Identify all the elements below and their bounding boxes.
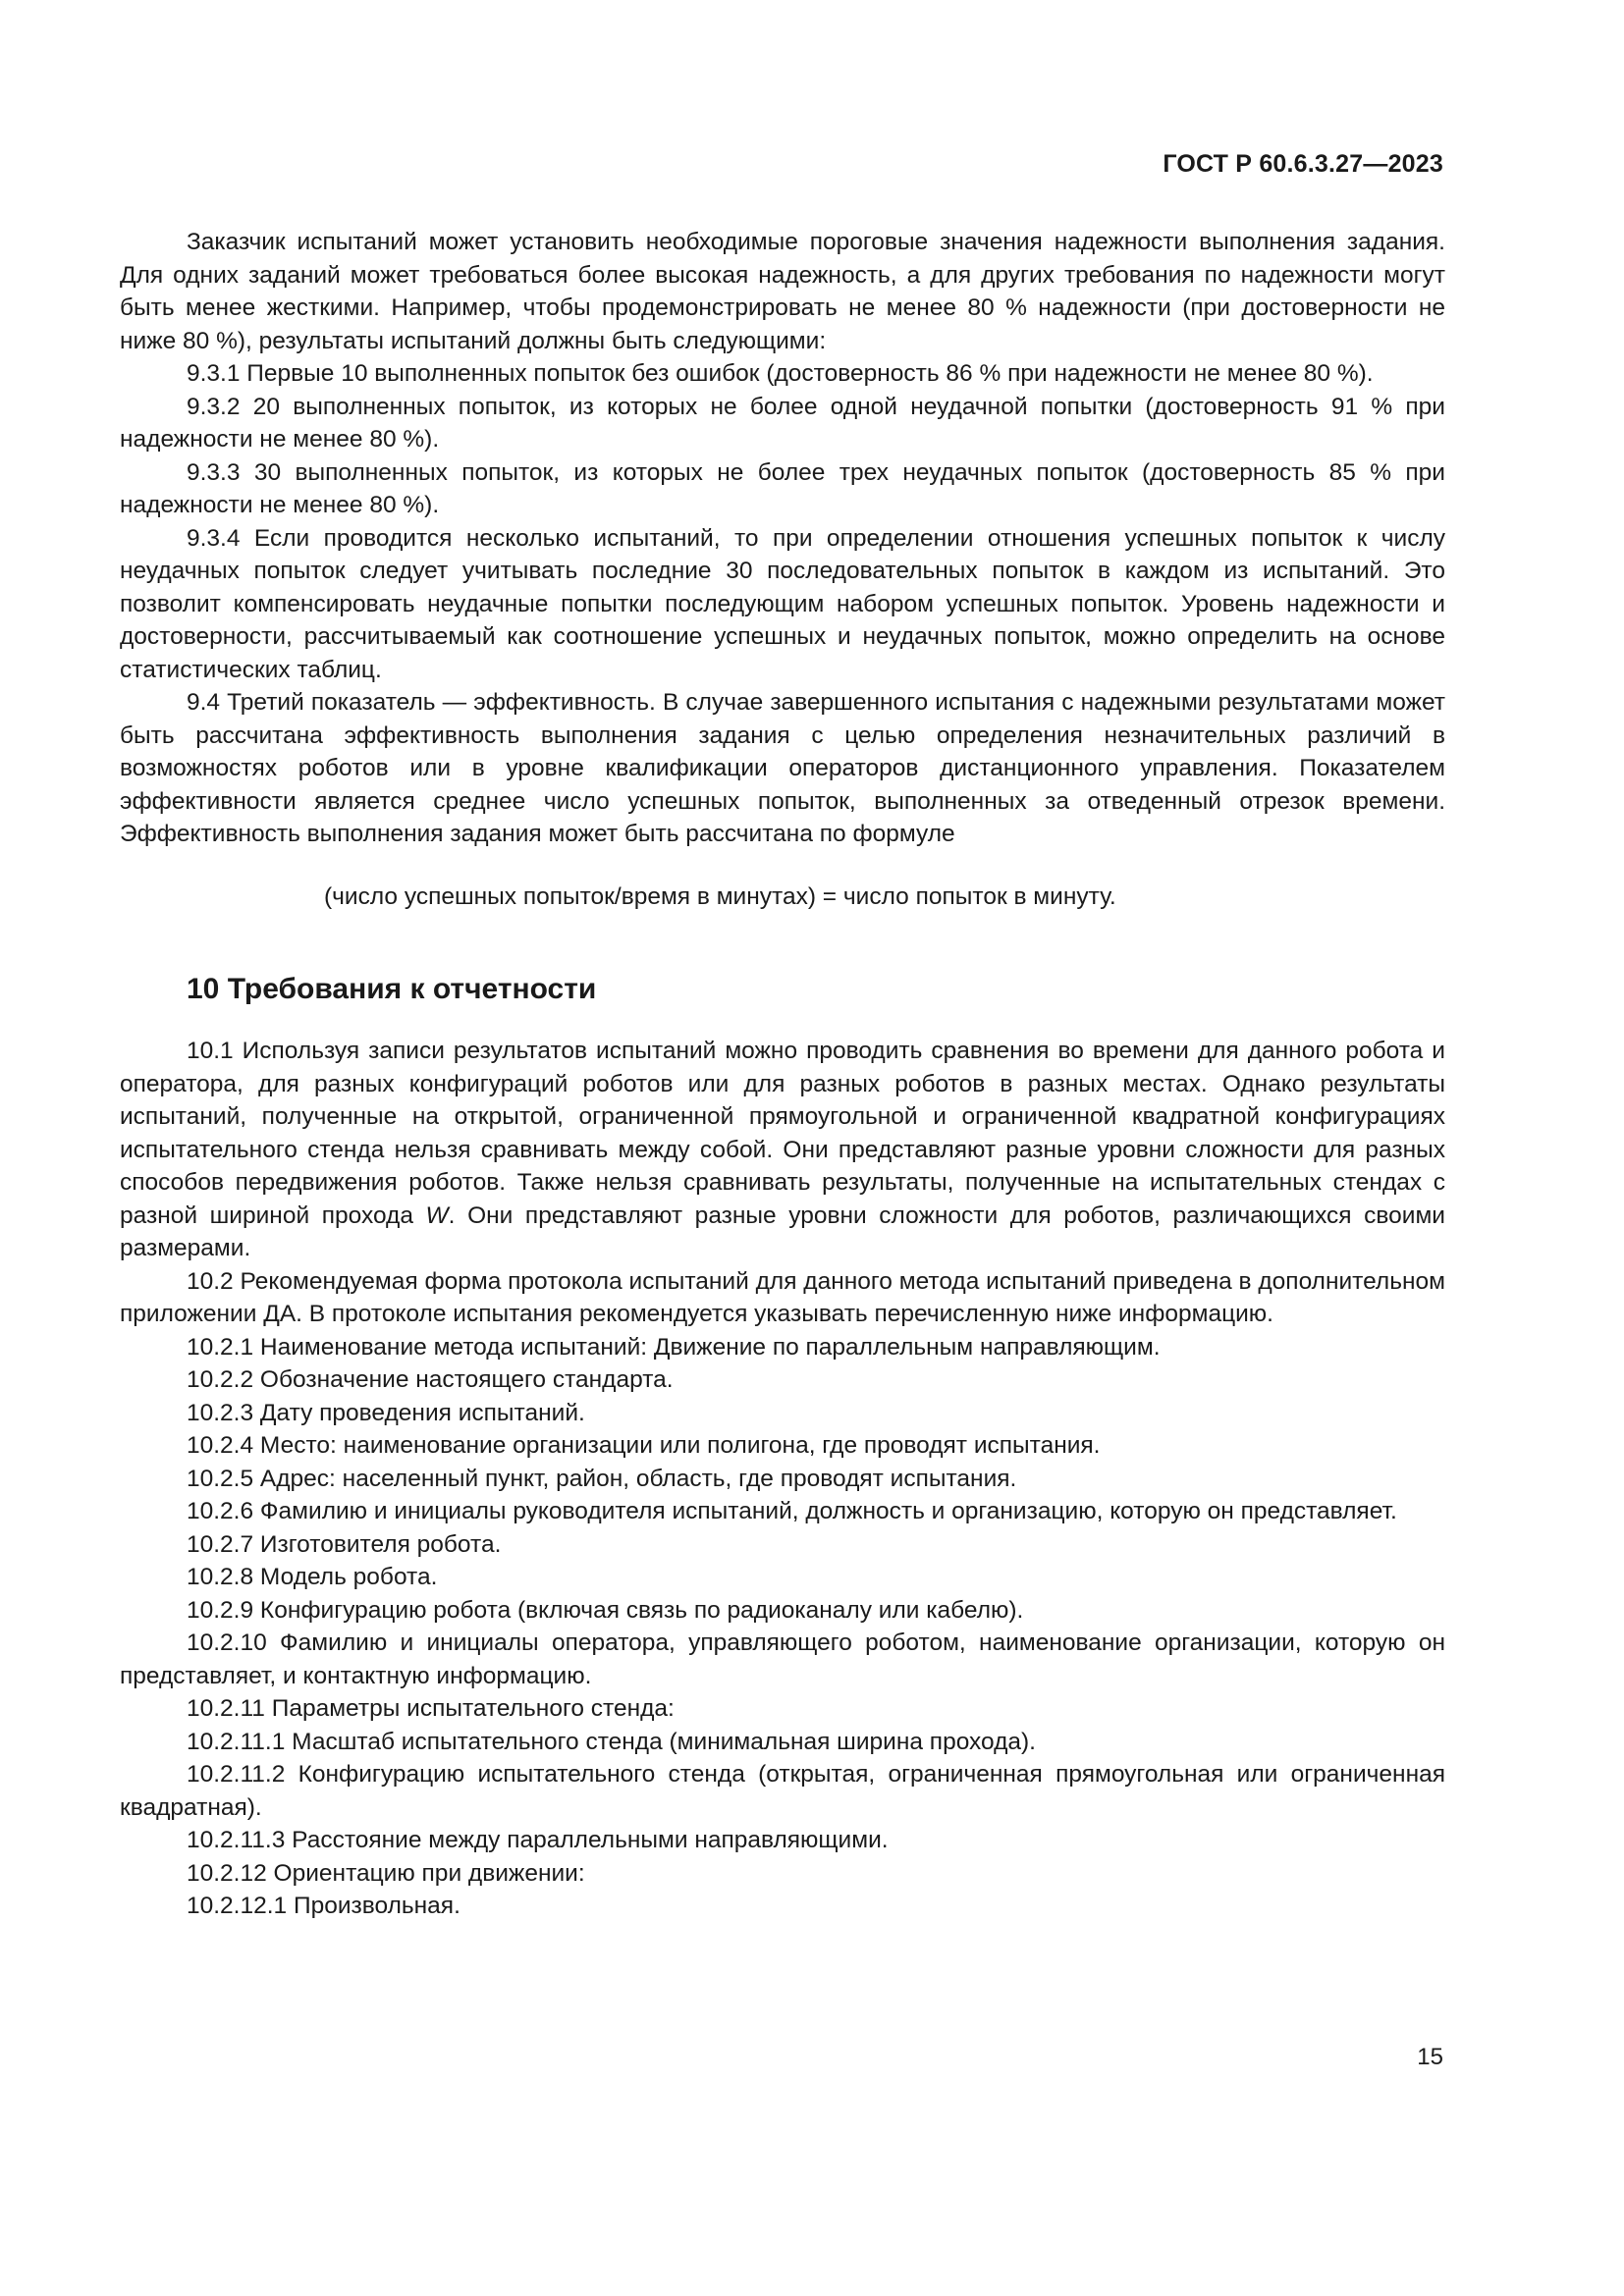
list-item-10-2-9: 10.2.9 Конфигурацию робота (включая связь по радиоканалу или кабелю). [187,1596,1024,1624]
paragraph-10-1 [120,1035,1445,1265]
paragraph-10-1-text-b: . Они представляют разные уровни сложности для роботов, различающихся своими размерами. [120,1201,1445,1261]
paragraph-9-3-1: 9.3.1 Первые 10 выполненных попыток без ошибок (достоверность 86 % при надежности не менее 80 %). [187,360,1374,387]
list-item-10-2-2: 10.2.2 Обозначение настоящего стандарта. [187,1366,674,1393]
paragraph-10-1-text-a: 10.1 Используя записи результатов испытаний можно проводить сравнения во времени для данного робота и оператора, для разных конфигураций роботов или для разных роботов в разных местах. Однако результаты испытаний, полученные на открытой, ограниченной прямоугольной и ограниченной квадратной конфигурациях испытательного стенда нельзя сравнивать между собой. Они представляют разные уровни сложности для разных способов передвижения роботов. Также нельзя сравнивать результаты, полученные на испытательных стендах с разной шириной прохода [120,1038,1445,1229]
paragraph-intro: Заказчик испытаний может установить необходимые пороговые значения надежности выполнения задания. Для одних заданий может требоваться более высокая надежность, а для других требования по надежности могут быть менее жесткими. Например, чтобы продемонстрировать не менее 80 % надежности (при достоверности не ниже 80 %), результаты испытаний должны быть следующими: [120,229,1445,354]
list-item-10-2-11: 10.2.11 Параметры испытательного стенда: [187,1695,675,1722]
list-item-10-2-4: 10.2.4 Место: наименование организации или полигона, где проводят испытания. [187,1432,1101,1459]
list-item-10-2-6: 10.2.6 Фамилию и инициалы руководителя испытаний, должность и организацию, которую он представляет. [187,1498,1397,1524]
paragraph-9-3-3: 9.3.3 30 выполненных попыток, из которых не более трех неудачных попыток (достоверность 85 % при надежности не менее 80 %). [120,458,1445,518]
document-code-header: ГОСТ Р 60.6.3.27—2023 [1163,150,1443,178]
list-item-10-2-5: 10.2.5 Адрес: населенный пункт, район, область, где проводят испытания. [187,1465,1017,1492]
section-title: 10 Требования к отчетности [187,973,597,1005]
page-number: 15 [1417,2044,1443,2070]
list-item-10-2-12: 10.2.12 Ориентацию при движении: [187,1859,585,1887]
paragraph-9-3-2: 9.3.2 20 выполненных попыток, из которых не более одной неудачной попытки (достоверность 91 % при надежности не менее 80 %). [120,393,1445,453]
list-item-10-2-11-2: 10.2.11.2 Конфигурацию испытательного стенда (открытая, ограниченная прямоугольная или ограниченная квадратная). [120,1761,1445,1821]
paragraph-9-3-4: 9.3.4 Если проводится несколько испытаний, то при определении отношения успешных попыток к числу неудачных попыток следует учитывать последние 30 последовательных попыток в каждом из испытаний. Это позволит компенсировать неудачные попытки последующим набором успешных попыток. Уровень надежности и достоверности, рассчитываемый как соотношение успешных и неудачных попыток, можно определить на основе статистических таблиц. [120,524,1445,683]
list-item-10-2-11-3: 10.2.11.3 Расстояние между параллельными направляющими. [187,1827,889,1853]
list-item-10-2-8: 10.2.8 Модель робота. [187,1564,438,1590]
list-item-10-2-7: 10.2.7 Изготовителя робота. [187,1530,502,1558]
list-item-10-2-11-1: 10.2.11.1 Масштаб испытательного стенда (минимальная ширина прохода). [187,1728,1036,1755]
passage-width-variable: W [425,1201,449,1229]
list-item-10-2-3: 10.2.3 Дату проведения испытаний. [187,1399,585,1426]
page-content [120,226,1445,1923]
list-item-10-2-10: 10.2.10 Фамилию и инициалы оператора, управляющего роботом, наименование организации, которую он представляет, и контактную информацию. [120,1629,1445,1689]
efficiency-formula: (число успешных попыток/время в минутах) = число попыток в минуту. [324,882,1116,910]
list-item-10-2-12-1: 10.2.12.1 Произвольная. [187,1893,460,1919]
paragraph-9-4: 9.4 Третий показатель — эффективность. В случае завершенного испытания с надежными результатами может быть рассчитана эффективность выполнения задания с целью определения незначительных различий в возможностях роботов или в уровне квалификации операторов дистанционного управления. Показателем эффективности является среднее число успешных попыток, выполненных за отведенный отрезок времени. Эффективность выполнения задания может быть рассчитана по формуле [120,689,1445,847]
paragraph-10-2: 10.2 Рекомендуемая форма протокола испытаний для данного метода испытаний приведена в дополнительном приложении ДА. В протоколе испытания рекомендуется указывать перечисленную ниже информацию. [120,1267,1445,1327]
list-item-10-2-1: 10.2.1 Наименование метода испытаний: Движение по параллельным направляющим. [187,1333,1161,1361]
